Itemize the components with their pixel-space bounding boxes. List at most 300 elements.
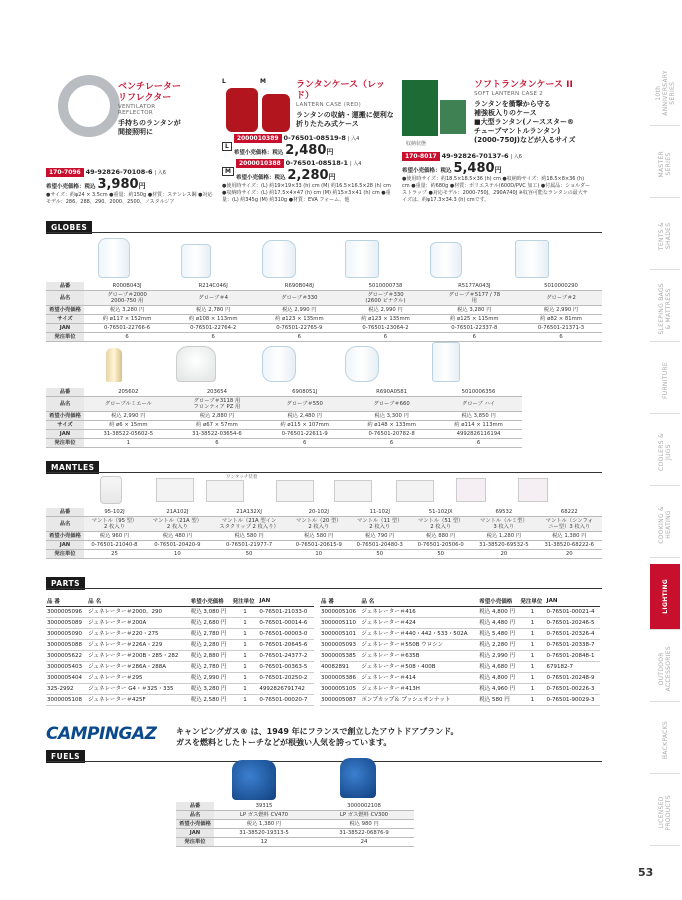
globes-row2-cell-unit-4: 6 [435, 439, 522, 448]
globes-row1-cell-price-5: 税込 2,990 円 [520, 306, 602, 315]
globes-row2-cell-unit-1: 6 [173, 439, 262, 448]
lantern-case-desc-1: ランタンの収納・運搬に便利な [296, 111, 394, 119]
parts-left-col-1: 品 名 [87, 596, 190, 607]
parts-right-cell-1-1: ジェネレーター＃424 [360, 618, 478, 629]
parts-left-cell-1-1: ジェネレーター＃200A [87, 618, 190, 629]
globes-row2-cell-size-4: 約 ø114 × 113mm [435, 421, 522, 430]
globes-section-header: GLOBES [46, 221, 92, 234]
parts-left-cell-7-0: 325-2992 [46, 684, 87, 695]
fuels-section-header: FUELS [46, 750, 85, 763]
case-l-ean: 0-76501-08519-8 [283, 134, 346, 142]
globes-row1-cell-name-3: グローブ＃330 (2600 ピナクル) [342, 291, 428, 306]
parts-right-cell-7-1: ジェネレーター＃413H [360, 684, 478, 695]
parts-right-cell-8-3: 1 [519, 695, 545, 706]
parts-left-cell-5-0: 3000005403 [46, 662, 87, 673]
globes-row1-cell-unit-0: 6 [84, 333, 170, 342]
globes-row1-cell-size-1: 約 ø108 × 113mm [170, 315, 256, 324]
parts-left-cell-6-0: 3000005404 [46, 673, 87, 684]
parts-left-cell-8-2: 税込 2,580 円 [190, 695, 232, 706]
parts-right-col-2: 希望小売価格 [478, 596, 519, 607]
parts-left-cell-0-4: 0-76501-21033-0 [258, 607, 314, 618]
globe-image-11 [432, 342, 460, 382]
mantles-tbl-cell-unit-7: 20 [537, 550, 602, 559]
globes-row1-cell-name-1: グローブ＃4 [170, 291, 256, 306]
mantles-tbl-cell-unit-2: 50 [210, 550, 289, 559]
table-row [46, 684, 314, 695]
parts-left-col-3: 発注単位 [232, 596, 259, 607]
globes-row1-cell-code-2: R690B048J [256, 282, 342, 291]
fuels-tbl-cell-name-1: LP ガス燃料 CV300 [314, 811, 414, 820]
mantles-tbl-cell-code-5: 51-102JX [410, 508, 471, 517]
mantle-image-7 [456, 478, 486, 502]
parts-rule [46, 588, 602, 589]
globes-row2-cell-name-4: グローブ ハイ [435, 397, 522, 412]
globes-row1-cell-unit-4: 6 [429, 333, 520, 342]
globes-row2-label-unit: 発注単位 [46, 439, 84, 448]
parts-left-cell-6-4: 0-76501-20250-2 [258, 673, 314, 684]
sidebar-tab-accessories[interactable]: OUTDOOR ACCESSORIES [650, 636, 680, 702]
globe-image-6 [515, 240, 549, 278]
mantles-note: ワンタッチ装着 [226, 475, 258, 480]
case-m-yen: 円 [328, 173, 336, 181]
reflector-desc-2: 間接照明に [118, 128, 153, 136]
globes-row2-label-size: サイズ [46, 421, 84, 430]
fuels-tbl-label-unit: 発注単位 [176, 838, 214, 847]
parts-left-cell-8-3: 1 [232, 695, 259, 706]
mantles-tbl-cell-name-7: マントル（シンフォ ニー型）3 枚入り [537, 517, 602, 532]
globes-row2-cell-code-3: R690A0581 [348, 388, 435, 397]
globes-row1-cell-size-3: 約 ø123 × 135mm [342, 315, 428, 324]
globes-row2-label-name: 品名 [46, 397, 84, 412]
table-row [320, 662, 600, 673]
globe-image-4 [345, 240, 379, 278]
globes-row1-cell-price-2: 税込 2,990 円 [256, 306, 342, 315]
soft-case-ean: 49-92826-70137-6 [441, 152, 509, 160]
parts-right-cell-5-3: 1 [519, 662, 545, 673]
parts-left-cell-0-2: 税込 3,080 円 [190, 607, 232, 618]
case-m-code: 2000010388 [236, 159, 284, 168]
globes-row1-cell-jan-1: 0-76501-22764-2 [170, 324, 256, 333]
case-m-price: 2,280 [287, 168, 329, 183]
parts-left-cell-5-1: ジェネレーター＃286A・288A [87, 662, 190, 673]
mantles-tbl-cell-name-6: マントル（ルミ型） 3 枚入り [471, 517, 536, 532]
mantles-tbl-label-unit: 発注単位 [46, 550, 84, 559]
globes-row2-cell-jan-4: 4992826116194 [435, 430, 522, 439]
parts-right-cell-3-0: 3000005093 [320, 640, 360, 651]
page-number: 53 [638, 866, 654, 879]
mantle-image-3 [206, 480, 244, 502]
sidebar-tab-backpacks[interactable]: BACKPACKS [650, 708, 680, 774]
mantles-tbl-cell-unit-3: 10 [288, 550, 349, 559]
parts-left-cell-1-0: 3000005089 [46, 618, 87, 629]
mantles-tbl-cell-name-5: マントル（51 型） 2 枚入り [410, 517, 471, 532]
globes-row2-cell-name-3: グローブ＃660 [348, 397, 435, 412]
mantles-tbl-label-price: 希望小売価格 [46, 532, 84, 541]
mantles-tbl-cell-jan-7: 31-38520-68222-6 [537, 541, 602, 550]
mantle-image-8 [518, 478, 548, 502]
reflector-image [58, 75, 120, 137]
globes-row2-cell-code-0: 205602 [84, 388, 173, 397]
globe-image-8 [176, 346, 216, 382]
globe-image-2 [181, 244, 211, 278]
globes-rule [46, 232, 602, 233]
parts-left-cell-0-0: 3000005096 [46, 607, 87, 618]
mantles-tbl-cell-price-1: 税込 480 円 [145, 532, 210, 541]
mantles-tbl-cell-price-4: 税込 790 円 [349, 532, 410, 541]
lantern-case-info [296, 80, 394, 129]
parts-right-cell-4-1: ジェネレーター＃635B [360, 651, 478, 662]
parts-right-col-3: 発注単位 [519, 596, 545, 607]
globes-row2-cell-name-2: グローブ＃550 [261, 397, 348, 412]
case-m-price-label: 希望小売価格：税込 [235, 175, 286, 181]
reflector-price-label: 希望小売価格：税込 [46, 184, 96, 190]
parts-right-cell-1-2: 税込 4,480 円 [478, 618, 519, 629]
mantles-tbl-cell-unit-6: 20 [471, 550, 536, 559]
globes-row2-cell-jan-0: 31-38522-05602-5 [84, 430, 173, 439]
globes-row1-cell-unit-3: 6 [342, 333, 428, 342]
globes-row2-cell-code-4: 5010006356 [435, 388, 522, 397]
globes-row1-cell-price-0: 税込 3,280 円 [84, 306, 170, 315]
parts-right-cell-4-4: 0-76501-20848-1 [546, 651, 600, 662]
lantern-case-desc-2: 折りたたみ式ケース [296, 120, 359, 128]
table-row [320, 607, 600, 618]
globes-row2-cell-name-0: グローブルミエール [84, 397, 173, 412]
case-m-ean: 0-76501-08518-1 [285, 159, 349, 167]
parts-left-cell-3-4: 0-76501-20645-6 [258, 640, 314, 651]
table-row [320, 651, 600, 662]
globes-row2-cell-price-2: 税込 2,480 円 [261, 412, 348, 421]
mantles-tbl-cell-name-2: マントル（21A 型イン スタクリップ 2 枚入り） [210, 517, 289, 532]
parts-right-cell-2-0: 3000005101 [320, 629, 360, 640]
fuels-tbl-cell-jan-0: 31-38520-19313-5 [214, 829, 314, 838]
lantern-case-m-image [262, 94, 290, 132]
globes-spec-table-2 [46, 388, 522, 448]
parts-right-cell-8-0: 3000005087 [320, 695, 360, 706]
lantern-case-l-image [226, 88, 258, 132]
parts-left-cell-4-2: 税込 2,880 円 [190, 651, 232, 662]
mantles-spec-table [46, 508, 602, 559]
soft-case-subtitle: SOFT LANTERN CASE 2 [474, 91, 544, 97]
table-row [46, 629, 314, 640]
table-row [320, 684, 600, 695]
globes-row2-cell-unit-2: 6 [261, 439, 348, 448]
parts-left-cell-5-4: 0-76501-00363-5 [258, 662, 314, 673]
parts-right-cell-4-0: 3000005385 [320, 651, 360, 662]
table-row [320, 640, 600, 651]
sidebar-tab-master[interactable]: MASTER SERIES [650, 132, 680, 198]
soft-case-image [402, 80, 438, 136]
globes-row1-cell-unit-2: 6 [256, 333, 342, 342]
lantern-case-price-block: L 2000010389 0-76501-08519-8 | 入4 希望小売価格：税込 2,480円 M 2000010388 0-76501-08518-1 | 入4 希望小売価格：税込 2,280円 ●使用時サイズ：(L) 約19×19×33 (h) cm (M) 約16.5×16.5×28 (h) cm ●収納時サイズ：(L) 約17.5×4×47 (h) cm (M) 約15×3×41 (h) cm ●重量：(L) 約345g (M) 約310g ●材質：EVA フォーム、他 [222, 134, 394, 204]
globes-row1-cell-size-0: 約 ø117 × 152mm [84, 315, 170, 324]
mantles-tbl-cell-name-0: マントル（95 型） 2 枚入り [84, 517, 145, 532]
campingaz-intro [176, 726, 458, 748]
globes-row1-cell-size-2: 約 ø123 × 135mm [256, 315, 342, 324]
sidebar-tab-lighting[interactable]: LIGHTING [650, 564, 680, 630]
reflector-qty: 6 [162, 170, 166, 176]
table-row [320, 629, 600, 640]
fuels-tbl-cell-unit-1: 24 [314, 838, 414, 847]
parts-right-col-0: 品 番 [320, 596, 360, 607]
sidebar-tab-sleeping[interactable]: SLEEPING BAGS & MATTRESS [650, 276, 680, 342]
soft-case-folded-image [440, 100, 466, 134]
globes-spec-table-1 [46, 282, 602, 342]
soft-case-price-label: 希望小売価格：税込 [402, 168, 452, 174]
soft-case-info [474, 80, 586, 145]
sidebar-tab-coolers[interactable]: COOLERS & JUGS [650, 420, 680, 486]
parts-left-cell-8-0: 3000005108 [46, 695, 87, 706]
parts-left-cell-4-1: ジェネレーター＃200B・285・282 [87, 651, 190, 662]
parts-right-cell-6-3: 1 [519, 673, 545, 684]
globes-row2-cell-size-1: 約 ø67 × 57mm [173, 421, 262, 430]
soft-case-code: 170-8017 [402, 152, 440, 161]
globes-row1-cell-size-4: 約 ø125 × 115mm [429, 315, 520, 324]
parts-left-cell-8-1: ジェネレーター＃425F [87, 695, 190, 706]
mantle-image-2 [156, 478, 194, 502]
globes-row1-cell-code-3: 5010000738 [342, 282, 428, 291]
parts-left-cell-3-1: ジェネレーター＃226A・229 [87, 640, 190, 651]
parts-right-cell-5-2: 税込 4,680 円 [478, 662, 519, 673]
mantles-tbl-cell-unit-5: 50 [410, 550, 471, 559]
globes-row2-cell-size-3: 約 ø148 × 133mm [348, 421, 435, 430]
parts-left-cell-7-3: 1 [232, 684, 259, 695]
parts-left-cell-6-2: 税込 2,990 円 [190, 673, 232, 684]
mantles-tbl-cell-name-4: マントル（11 型） 2 枚入り [349, 517, 410, 532]
parts-left-cell-3-0: 3000005088 [46, 640, 87, 651]
parts-right-col-4: JAN [546, 596, 600, 607]
fuels-tbl-label-jan: JAN [176, 829, 214, 838]
parts-left-cell-1-3: 1 [232, 618, 259, 629]
case-l-code: 2000010389 [234, 134, 282, 143]
parts-right-cell-6-2: 税込 4,800 円 [478, 673, 519, 684]
parts-left-cell-2-0: 3000005090 [46, 629, 87, 640]
mantles-tbl-cell-jan-2: 0-76501-21977-7 [210, 541, 289, 550]
mantles-tbl-cell-jan-4: 0-76501-20480-3 [349, 541, 410, 550]
parts-left-cell-1-4: 0-76501-00014-6 [258, 618, 314, 629]
table-row [320, 618, 600, 629]
mantles-tbl-cell-price-7: 税込 1,380 円 [537, 532, 602, 541]
parts-left-cell-2-1: ジェネレーター＃220・275 [87, 629, 190, 640]
mantles-section-header: MANTLES [46, 461, 99, 474]
fuels-tbl-label-code: 品番 [176, 802, 214, 811]
table-row [46, 640, 314, 651]
table-row [46, 618, 314, 629]
campingaz-logo-text: CAMPINGAZ [46, 724, 157, 744]
fuels-tbl-cell-price-1: 税込 980 円 [314, 820, 414, 829]
parts-left-cell-2-3: 1 [232, 629, 259, 640]
globes-row1-cell-code-5: 5010000290 [520, 282, 602, 291]
parts-right-cell-5-1: ジェネレーター＃508・400B [360, 662, 478, 673]
soft-case-price-block: 170-8017 49-92826-70137-6 | 入6 希望小売価格：税込 5,480円 ●使用時サイズ：約18.5×18.5×36 (h) cm ●収納時サイズ：約18.5×8×36 (h) cm ●重量：約680g ●材質：ポリエステル(600D/PVC 加工) ●付属品：ショルダーストラップ ●対応モデル：2000-750J、290A740J ※収容可能なランタンの最大サイズは、約φ17.3×34.3 (h) cmです。 [402, 152, 590, 203]
parts-left-cell-0-1: ジェネレーター＃2000、290 [87, 607, 190, 618]
mantles-tbl-cell-price-6: 税込 1,280 円 [471, 532, 536, 541]
globe-image-3 [262, 240, 296, 278]
lantern-case-title: ランタンケース（レッド） [296, 80, 385, 101]
globes-row1-cell-jan-5: 0-76501-21371-3 [520, 324, 602, 333]
mantles-tbl-cell-code-1: 21A102J [145, 508, 210, 517]
mantles-tbl-cell-code-6: 69532 [471, 508, 536, 517]
parts-left-cell-4-4: 0-76501-24377-2 [258, 651, 314, 662]
sidebar-tab-anniversary[interactable]: 10th ANNIVERSARY SERIES [650, 60, 680, 126]
globes-row2-cell-jan-3: 0-76501-20782-8 [348, 430, 435, 439]
mantles-tbl-cell-price-5: 税込 880 円 [410, 532, 471, 541]
sidebar-tab-cooking[interactable]: COOKING & HEATING [650, 492, 680, 558]
mantles-tbl-cell-unit-1: 10 [145, 550, 210, 559]
parts-left-col-4: JAN [258, 596, 314, 607]
globe-image-10 [345, 346, 379, 382]
globes-row2-cell-price-1: 税込 2,880 円 [173, 412, 262, 421]
mantles-tbl-cell-jan-3: 0-76501-20615-9 [288, 541, 349, 550]
globes-row1-cell-name-5: グローブ＃2 [520, 291, 602, 306]
parts-right-cell-8-4: 0-76501-90029-3 [546, 695, 600, 706]
parts-left-cell-7-2: 税込 3,280 円 [190, 684, 232, 695]
parts-right-cell-3-3: 1 [519, 640, 545, 651]
soft-case-desc-2: 補強板入りのケース [474, 109, 537, 117]
globes-row1-cell-jan-4: 0-76501-22337-8 [429, 324, 520, 333]
globes-row1-cell-code-4: R5177A043J [429, 282, 520, 291]
parts-right-cell-2-2: 税込 5,480 円 [478, 629, 519, 640]
parts-right-col-1: 品 名 [360, 596, 478, 607]
mantle-image-6 [396, 480, 434, 502]
globes-row1-cell-code-0: R000B043J [84, 282, 170, 291]
globes-row2-cell-price-0: 税込 2,990 円 [84, 412, 173, 421]
parts-table-left [46, 596, 314, 706]
parts-left-cell-4-3: 1 [232, 651, 259, 662]
globes-row2-label-jan: JAN [46, 430, 84, 439]
parts-right-cell-2-1: ジェネレーター＃440・442・533・502A [360, 629, 478, 640]
parts-left-cell-8-4: 0-76501-00020-7 [258, 695, 314, 706]
fuels-tbl-cell-code-0: 39315 [214, 802, 314, 811]
sidebar-tab-furniture[interactable]: FURNITURE [650, 348, 680, 414]
table-row [46, 662, 314, 673]
soft-case-storage-caption: 収納状態 [406, 141, 427, 147]
mantles-tbl-cell-code-0: 95-102J [84, 508, 145, 517]
globes-row1-label-size: サイズ [46, 315, 84, 324]
table-row [320, 673, 600, 684]
lantern-case-subtitle: LANTERN CASE (RED) [296, 102, 362, 108]
globes-row2-cell-jan-1: 31-38522-03654-6 [173, 430, 262, 439]
parts-right-cell-0-1: ジェネレーター＃416 [360, 607, 478, 618]
globes-row2-label-code: 品番 [46, 388, 84, 397]
parts-left-cell-3-2: 税込 2,280 円 [190, 640, 232, 651]
case-l-price: 2,480 [285, 143, 327, 158]
reflector-subtitle-1: VENTILATOR [118, 104, 156, 110]
table-row [46, 695, 314, 706]
parts-right-cell-0-4: 0-76501-00021-4 [546, 607, 600, 618]
parts-left-cell-3-3: 1 [232, 640, 259, 651]
case-l-price-label: 希望小売価格：税込 [233, 150, 284, 156]
soft-case-yen: 円 [494, 166, 502, 174]
fuels-tbl-label-price: 希望小売価格 [176, 820, 214, 829]
parts-left-cell-5-3: 1 [232, 662, 259, 673]
fuels-tbl-cell-name-0: LP ガス燃料 CV470 [214, 811, 314, 820]
mantles-tbl-cell-code-4: 11-102J [349, 508, 410, 517]
globes-row1-cell-unit-1: 6 [170, 333, 256, 342]
case-m-badge: M [222, 167, 234, 176]
reflector-code: 170-7096 [46, 168, 84, 177]
reflector-subtitle-2: REFLECTOR [118, 110, 154, 116]
reflector-price: 3,980 [97, 177, 139, 192]
globes-row1-cell-price-4: 税込 3,280 円 [429, 306, 520, 315]
parts-right-cell-0-2: 税込 4,800 円 [478, 607, 519, 618]
globes-row2-cell-price-4: 税込 3,850 円 [435, 412, 522, 421]
category-sidebar [648, 60, 682, 860]
parts-right-cell-0-3: 1 [519, 607, 545, 618]
mantles-tbl-cell-price-3: 税込 580 円 [288, 532, 349, 541]
mantles-tbl-cell-jan-0: 0-76501-21040-8 [84, 541, 145, 550]
globes-row1-cell-unit-5: 6 [520, 333, 602, 342]
table-row [46, 651, 314, 662]
reflector-ean: 49-92826-70108-6 [85, 168, 153, 176]
globes-row1-cell-name-4: グローブ＃5177 / 78 用 [429, 291, 520, 306]
reflector-info [118, 82, 218, 137]
parts-right-cell-7-2: 税込 4,960 円 [478, 684, 519, 695]
parts-right-cell-2-3: 1 [519, 629, 545, 640]
parts-right-cell-4-3: 1 [519, 651, 545, 662]
sidebar-tab-licensed[interactable]: LICENSED PRODUCTS [650, 780, 680, 846]
parts-table-right [320, 596, 600, 706]
table-row [320, 695, 600, 706]
globe-image-5 [430, 242, 462, 278]
globes-row1-cell-price-3: 税込 2,990 円 [342, 306, 428, 315]
parts-right-cell-1-3: 1 [519, 618, 545, 629]
globes-row2-cell-price-3: 税込 3,300 円 [348, 412, 435, 421]
soft-case-desc-4: チューブマントルランタン) [474, 127, 561, 135]
parts-right-cell-7-3: 1 [519, 684, 545, 695]
parts-left-cell-2-2: 税込 2,780 円 [190, 629, 232, 640]
globes-row2-cell-jan-2: 0-76501-22611-9 [261, 430, 348, 439]
globes-row2-cell-unit-0: 1 [84, 439, 173, 448]
parts-right-cell-0-0: 3000005106 [320, 607, 360, 618]
fuels-tbl-cell-code-1: 3000002108 [314, 802, 414, 811]
parts-right-cell-6-4: 0-76501-20248-9 [546, 673, 600, 684]
parts-right-cell-4-2: 税込 2,990 円 [478, 651, 519, 662]
soft-case-desc-1: ランタンを衝撃から守る [474, 100, 551, 108]
campingaz-logo [46, 724, 157, 744]
reflector-price-block: 170-7096 49-92826-70108-6 | 入6 希望小売価格：税込 3,980円 ●サイズ：約φ24 × 3.5cm ●重量：約150g ●材質：ステンレス鋼 ●対応モデル：286、288、290、2000、2500、ノスタルジア [46, 168, 216, 206]
case-label-l: L [222, 78, 226, 85]
globes-row1-label-jan: JAN [46, 324, 84, 333]
parts-right-cell-2-4: 0-76501-20326-4 [546, 629, 600, 640]
reflector-spec: ●サイズ：約φ24 × 3.5cm ●重量：約150g ●材質：ステンレス鋼 ●対応モデル：286、288、290、2000、2500、ノスタルジア [46, 192, 213, 205]
parts-right-cell-3-1: ジェネレーター＃550B ウロシン [360, 640, 478, 651]
soft-case-qty: 6 [518, 154, 522, 160]
mantles-tbl-label-name: 品名 [46, 517, 84, 532]
mantles-tbl-cell-unit-0: 25 [84, 550, 145, 559]
mantle-image-1 [100, 476, 122, 504]
sidebar-tab-tents[interactable]: TENTS & SHADES [650, 204, 680, 270]
parts-right-cell-3-2: 税込 2,280 円 [478, 640, 519, 651]
fuels-tbl-label-name: 品名 [176, 811, 214, 820]
parts-left-col-2: 希望小売価格 [190, 596, 232, 607]
case-l-badge: L [222, 142, 232, 151]
fuels-spec-table [176, 802, 414, 847]
parts-right-cell-8-2: 税込 580 円 [478, 695, 519, 706]
parts-left-cell-7-1: ジェネレーター G4・＃325・335 [87, 684, 190, 695]
globes-row1-label-unit: 発注単位 [46, 333, 84, 342]
parts-left-cell-6-3: 1 [232, 673, 259, 684]
fuel-can-cv470-image [232, 760, 276, 800]
globes-row1-label-price: 希望小売価格 [46, 306, 84, 315]
globes-row1-label-name: 品名 [46, 291, 84, 306]
soft-case-desc-3: ■大型ランタン(ノーススター® [474, 118, 574, 126]
soft-case-title: ソフトランタンケース II [474, 80, 573, 90]
table-row [46, 607, 314, 618]
parts-left-cell-2-4: 0-76501-00003-0 [258, 629, 314, 640]
globes-row2-cell-size-0: 約 ø6 × 15mm [84, 421, 173, 430]
soft-case-desc-5: (2000-750J)などが入るサイズ [474, 136, 576, 144]
mantles-tbl-cell-jan-5: 0-76501-20506-0 [410, 541, 471, 550]
